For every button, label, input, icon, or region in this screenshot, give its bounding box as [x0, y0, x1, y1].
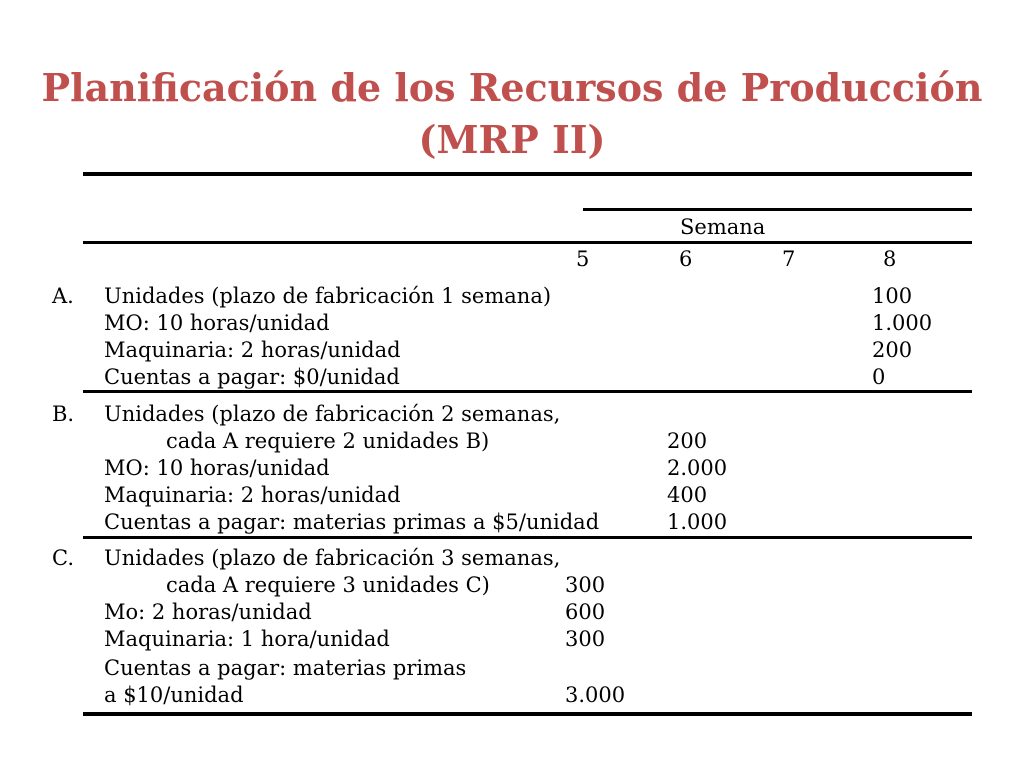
title-line-2: (MRP II) [418, 117, 606, 162]
row-value: 1.000 [872, 311, 933, 335]
page-title [0, 62, 1024, 166]
section-b-bottom-rule [83, 536, 972, 539]
week-7-header: 7 [782, 247, 796, 271]
section-b-letter: B. [52, 402, 75, 426]
row-value: 2.000 [667, 456, 728, 480]
row-label: MO: 10 horas/unidad [104, 311, 330, 335]
row-label: MO: 10 horas/unidad [104, 456, 330, 480]
section-a-bottom-rule [83, 390, 972, 393]
title-line-1: Planificación de los Recursos de Producción [41, 65, 983, 110]
table-bottom-rule [83, 712, 972, 716]
week-6-header: 6 [679, 247, 693, 271]
row-value: 0 [872, 365, 886, 389]
row-value: 600 [565, 600, 606, 624]
row-value: 300 [565, 573, 606, 597]
row-value: 400 [667, 483, 708, 507]
row-label: Mo: 2 horas/unidad [104, 600, 312, 624]
table-top-rule [83, 172, 972, 176]
row-label: Cuentas a pagar: $0/unidad [104, 365, 400, 389]
week-5-header: 5 [576, 247, 590, 271]
row-label: Maquinaria: 2 horas/unidad [104, 338, 401, 362]
row-label: Unidades (plazo de fabricación 2 semanas, [104, 402, 561, 426]
row-value: 3.000 [565, 683, 626, 707]
row-label: cada A requiere 2 unidades B) [166, 429, 490, 453]
row-value: 100 [872, 284, 913, 308]
row-value: 200 [872, 338, 913, 362]
semana-rule [583, 208, 972, 211]
row-label: a $10/unidad [104, 683, 244, 707]
row-value: 1.000 [667, 510, 728, 534]
row-label: Maquinaria: 2 horas/unidad [104, 483, 401, 507]
week-8-header: 8 [883, 247, 897, 271]
header-bottom-rule [83, 241, 972, 244]
row-label: Maquinaria: 1 hora/unidad [104, 627, 390, 651]
row-label: Unidades (plazo de fabricación 3 semanas, [104, 546, 561, 570]
section-a-letter: A. [52, 284, 74, 308]
row-label: Unidades (plazo de fabricación 1 semana) [104, 284, 552, 308]
row-label: cada A requiere 3 unidades C) [166, 573, 490, 597]
row-label: Cuentas a pagar: materias primas [104, 656, 467, 680]
row-value: 300 [565, 627, 606, 651]
row-value: 200 [667, 429, 708, 453]
row-label: Cuentas a pagar: materias primas a $5/unidad [104, 510, 600, 534]
semana-header: Semana [680, 215, 766, 239]
section-c-letter: C. [52, 546, 74, 570]
